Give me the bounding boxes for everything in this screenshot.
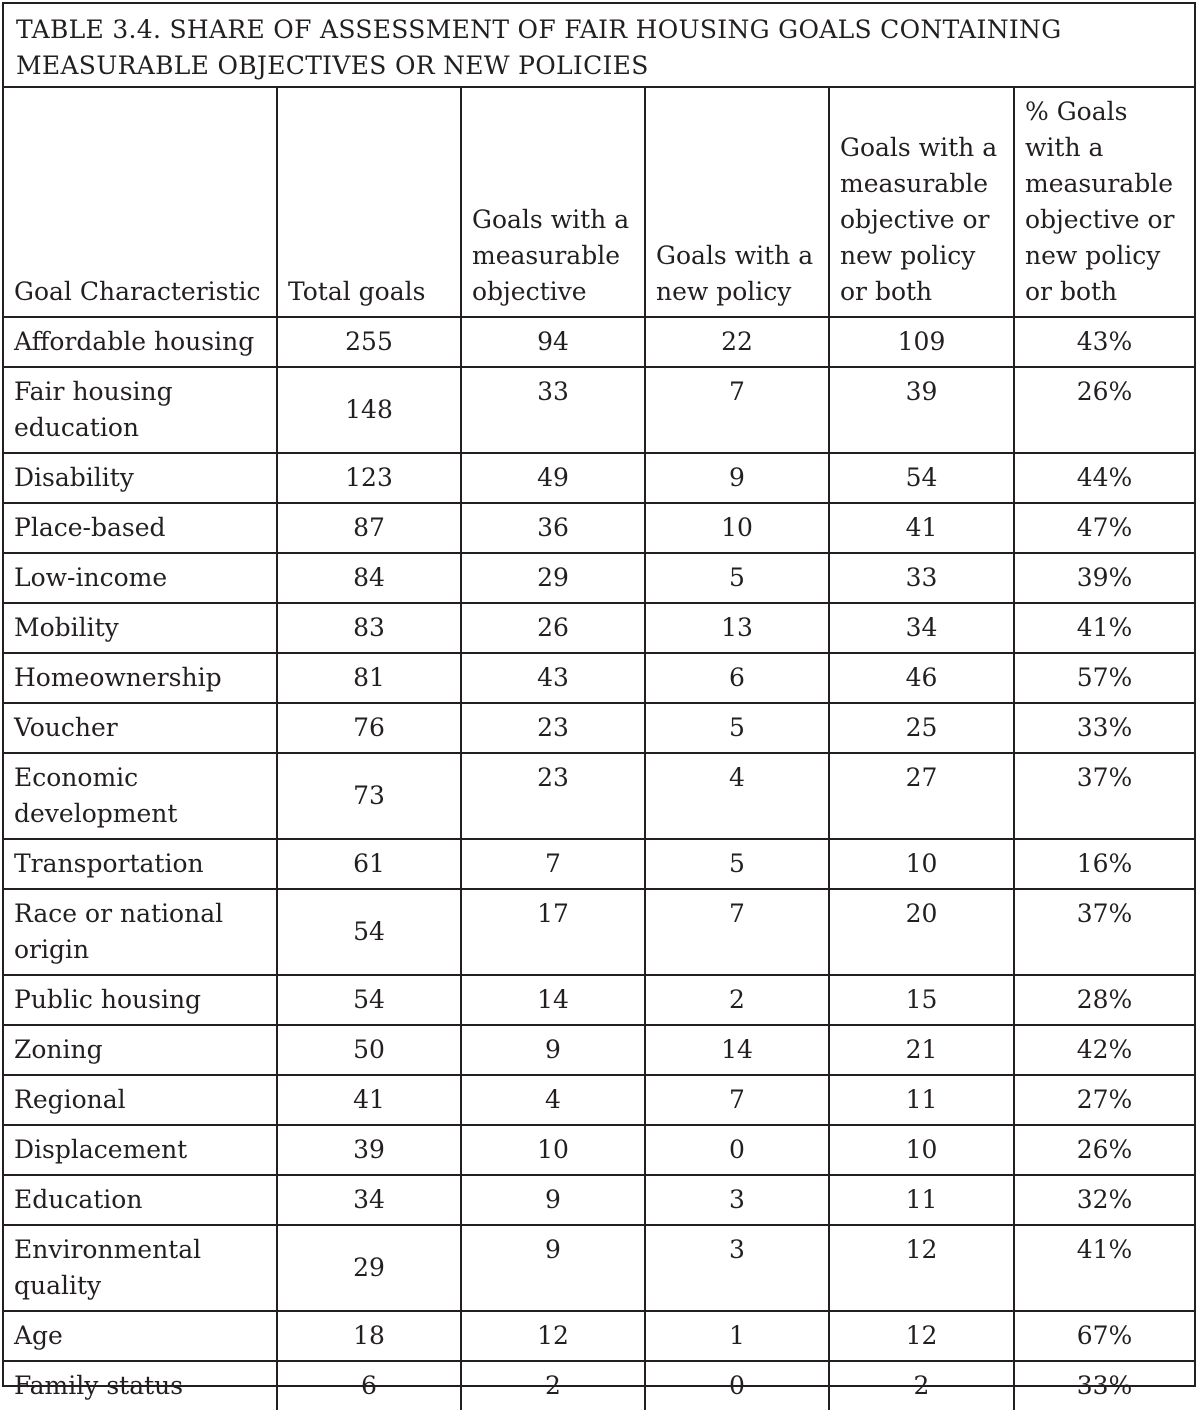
objective-or-policy-cell: 109 [829,317,1014,367]
row-label-cell: Disability [4,453,277,503]
measurable-objective-cell: 29 [461,553,645,603]
table-container [2,2,1196,1400]
percent-goals-cell: 16% [1014,839,1194,889]
column-header-objective-or-policy: Goals with a measurable objective or new policy or both [829,88,1014,317]
table-row [4,503,1194,553]
percent-goals-cell: 57% [1014,653,1194,703]
row-label-cell: Place-based [4,503,277,553]
measurable-objective-cell: 23 [461,703,645,753]
row-label-cell: Race or national origin [4,889,277,975]
total-goals-cell: 50 [277,1025,461,1075]
table-row [4,753,1194,839]
row-label-cell: Economic development [4,753,277,839]
objective-or-policy-cell: 11 [829,1175,1014,1225]
measurable-objective-cell: 14 [461,975,645,1025]
new-policy-cell: 3 [645,1175,829,1225]
total-goals-cell: 123 [277,453,461,503]
row-label-cell: Family status [14,1371,184,1400]
percent-goals-cell: 39% [1014,553,1194,603]
measurable-objective-cell: 49 [461,453,645,503]
total-goals-cell: 6 [277,1361,461,1410]
total-goals-cell: 81 [277,653,461,703]
measurable-objective-cell: 36 [461,503,645,553]
objective-or-policy-cell: 25 [829,703,1014,753]
new-policy-cell: 1 [645,1311,829,1361]
new-policy-cell: 7 [645,889,829,975]
percent-goals-cell: 26% [1014,367,1194,453]
objective-or-policy-cell: 33 [829,553,1014,603]
percent-goals-cell: 28% [1014,975,1194,1025]
percent-goals-cell: 32% [1014,1175,1194,1225]
row-label-cell: Public housing [4,975,277,1025]
total-goals-cell: 34 [277,1175,461,1225]
total-goals-cell: 54 [277,889,461,975]
row-label-cell: Environmental quality [4,1225,277,1311]
new-policy-cell: 5 [645,553,829,603]
new-policy-cell: 0 [645,1125,829,1175]
measurable-objective-cell: 7 [461,839,645,889]
percent-goals-cell: 37% [1014,753,1194,839]
measurable-objective-cell: 9 [461,1175,645,1225]
percent-goals-cell: 44% [1014,453,1194,503]
objective-or-policy-cell: 46 [829,653,1014,703]
table-row [4,975,1194,1025]
column-header-percent-goals: % Goals with a measurable objective or new policy or both [1014,88,1194,317]
measurable-objective-cell: 43 [461,653,645,703]
new-policy-cell: 14 [645,1025,829,1075]
new-policy-cell: 22 [645,317,829,367]
row-label-cell: Education [4,1175,277,1225]
new-policy-cell: 9 [645,453,829,503]
total-goals-cell: 87 [277,503,461,553]
percent-goals-cell: 27% [1014,1075,1194,1125]
objective-or-policy-cell: 39 [829,367,1014,453]
percent-goals-cell: 47% [1014,503,1194,553]
new-policy-cell: 5 [645,703,829,753]
total-goals-cell: 61 [277,839,461,889]
objective-or-policy-cell: 2 [829,1361,1014,1410]
row-label-cell: Displacement [4,1125,277,1175]
objective-or-policy-cell: 20 [829,889,1014,975]
table-row [4,653,1194,703]
percent-goals-cell: 26% [1014,1125,1194,1175]
measurable-objective-cell: 2 [461,1361,645,1410]
new-policy-cell: 0 [645,1361,829,1410]
percent-goals-cell: 43% [1014,317,1194,367]
table-row [4,603,1194,653]
percent-goals-cell: 67% [1014,1311,1194,1361]
total-goals-cell: 148 [277,367,461,453]
row-label-cell: Low-income [4,553,277,603]
table-row [4,1361,1194,1410]
new-policy-cell: 10 [645,503,829,553]
objective-or-policy-cell: 12 [829,1225,1014,1311]
total-goals-cell: 29 [277,1225,461,1311]
objective-or-policy-cell: 27 [829,753,1014,839]
row-label-cell: Regional [4,1075,277,1125]
table-title: TABLE 3.4. SHARE OF ASSESSMENT OF FAIR HOUSING GOALS CONTAINING MEASURABLE OBJECTIVES OR NEW POLICIES [4,4,1194,88]
measurable-objective-cell: 12 [461,1311,645,1361]
table-row [4,1025,1194,1075]
table-row [4,703,1194,753]
row-label-cell: Zoning [4,1025,277,1075]
total-goals-cell: 54 [277,975,461,1025]
table-row [4,453,1194,503]
measurable-objective-cell: 9 [461,1025,645,1075]
table-row [4,1225,1194,1311]
table-row [4,367,1194,453]
new-policy-cell: 6 [645,653,829,703]
new-policy-cell: 13 [645,603,829,653]
new-policy-cell: 3 [645,1225,829,1311]
table-row [4,839,1194,889]
row-label-cell: Age [4,1311,277,1361]
objective-or-policy-cell: 15 [829,975,1014,1025]
objective-or-policy-cell: 11 [829,1075,1014,1125]
row-label-cell: Fair housing education [4,367,277,453]
table-row [4,1175,1194,1225]
total-goals-cell: 39 [277,1125,461,1175]
table-row [4,1311,1194,1361]
row-label-cell: Homeownership [4,653,277,703]
new-policy-cell: 7 [645,367,829,453]
table-row [4,553,1194,603]
objective-or-policy-cell: 54 [829,453,1014,503]
new-policy-cell: 4 [645,753,829,839]
new-policy-cell: 7 [645,1075,829,1125]
table-row [4,1075,1194,1125]
objective-or-policy-cell: 41 [829,503,1014,553]
row-label-cell: Mobility [4,603,277,653]
percent-goals-cell: 41% [1014,603,1194,653]
header-row [4,88,1194,317]
new-policy-cell: 2 [645,975,829,1025]
table-body [4,317,1194,1410]
percent-goals-cell: 41% [1014,1225,1194,1311]
measurable-objective-cell: 26 [461,603,645,653]
goals-table [4,88,1194,1410]
percent-goals-cell: 37% [1014,889,1194,975]
objective-or-policy-cell: 34 [829,603,1014,653]
percent-goals-cell: 33% [1014,1361,1194,1410]
objective-or-policy-cell: 12 [829,1311,1014,1361]
measurable-objective-cell: 9 [461,1225,645,1311]
table-row [4,317,1194,367]
total-goals-cell: 83 [277,603,461,653]
measurable-objective-cell: 33 [461,367,645,453]
row-label-cell: Voucher [4,703,277,753]
column-header-total-goals: Total goals [277,88,461,317]
measurable-objective-cell: 94 [461,317,645,367]
new-policy-cell: 5 [645,839,829,889]
total-goals-cell: 18 [277,1311,461,1361]
total-goals-cell: 73 [277,753,461,839]
table-row [4,1125,1194,1175]
table-row [4,889,1194,975]
percent-goals-cell: 42% [1014,1025,1194,1075]
measurable-objective-cell: 10 [461,1125,645,1175]
objective-or-policy-cell: 10 [829,839,1014,889]
row-label-cell: Transportation [4,839,277,889]
total-goals-cell: 84 [277,553,461,603]
objective-or-policy-cell: 21 [829,1025,1014,1075]
measurable-objective-cell: 4 [461,1075,645,1125]
percent-goals-cell: 33% [1014,703,1194,753]
column-header-goal-characteristic: Goal Characteristic [4,88,277,317]
total-goals-cell: 41 [277,1075,461,1125]
row-label-cell: Affordable housing [4,317,277,367]
column-header-new-policy: Goals with a new policy [645,88,829,317]
measurable-objective-cell: 17 [461,889,645,975]
total-goals-cell: 76 [277,703,461,753]
column-header-measurable-objective: Goals with a measurable objective [461,88,645,317]
measurable-objective-cell: 23 [461,753,645,839]
objective-or-policy-cell: 10 [829,1125,1014,1175]
total-goals-cell: 255 [277,317,461,367]
